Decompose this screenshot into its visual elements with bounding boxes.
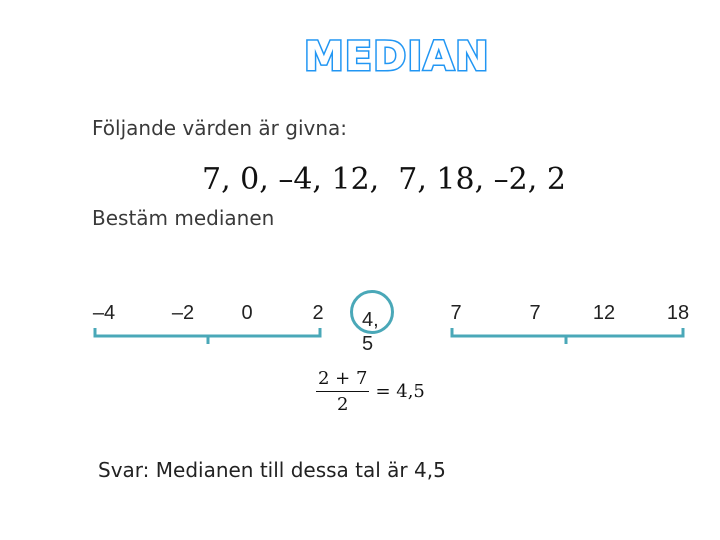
sorted-value: –4	[92, 302, 116, 324]
sorted-value: 2	[312, 302, 324, 324]
median-calculation	[316, 368, 425, 415]
given-values: 7, 0, –4, 12, 7, 18, –2, 2	[202, 162, 566, 197]
answer-text: Svar: Medianen till dessa tal är 4,5	[98, 458, 446, 482]
page-title-text: MEDIAN	[304, 34, 490, 80]
fraction-numerator: 2 + 7	[316, 368, 369, 392]
sorted-value: 7	[450, 302, 462, 324]
sorted-value: 0	[241, 302, 253, 324]
sorted-value: 7	[529, 302, 541, 324]
task-text: Bestäm medianen	[92, 206, 275, 230]
lower-half-brace	[95, 328, 320, 344]
upper-half-brace	[452, 328, 683, 344]
calculation-result: = 4,5	[375, 381, 425, 402]
fraction-denominator: 2	[336, 394, 349, 415]
sorted-value: 12	[592, 302, 616, 324]
grouping-braces	[0, 326, 720, 352]
sorted-value: 18	[666, 302, 690, 324]
fraction	[316, 368, 369, 415]
intro-text: Följande värden är givna:	[92, 116, 348, 140]
sorted-value: –2	[171, 302, 195, 324]
median-value: 4,5	[362, 309, 379, 355]
page-title	[300, 28, 490, 80]
